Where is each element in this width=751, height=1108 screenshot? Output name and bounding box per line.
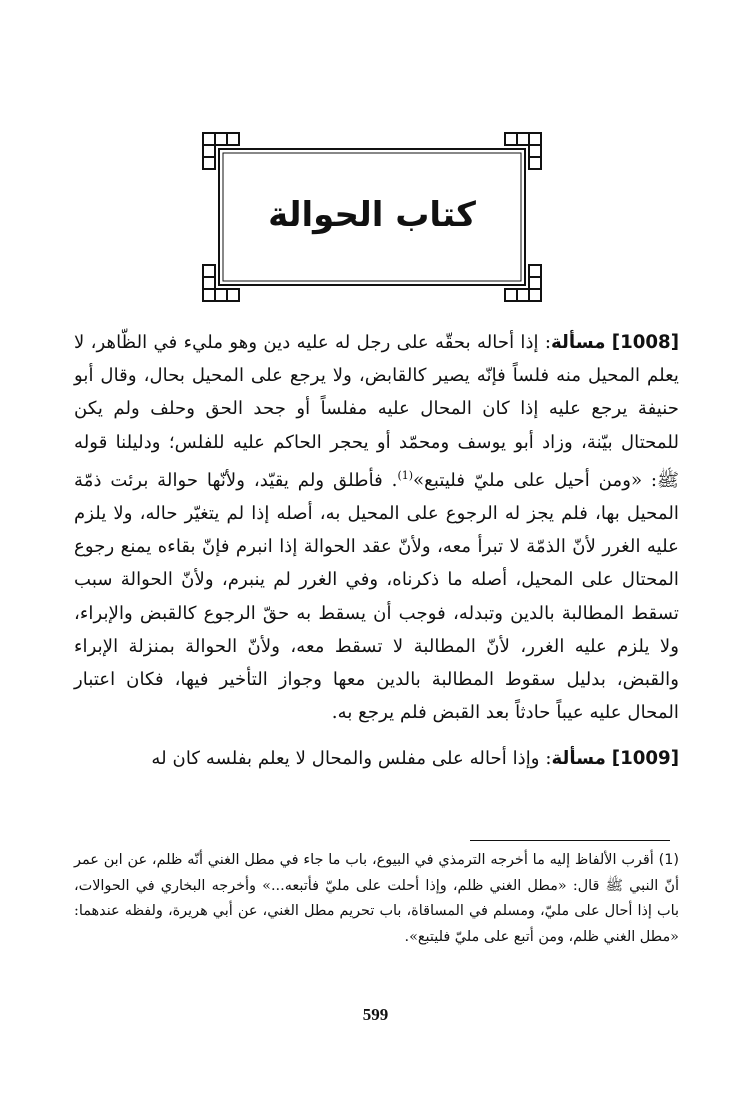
issue-label: مسألة — [551, 332, 606, 353]
issue-text-continued: . فأطلق ولم يقيّد، ولأنّها حوالة برئت ذمّة المحيل بها، فلم يجز له الرجوع على المحيل به، أصله إذا لم يتغيّر حاله، ولا يلزم عليه الغرر لأنّ الذمّة لا تبرأ معه، ولأنّ عقد الحوالة إذا انبرم فإنّ بقاءه يمنع رجوع المحتال على المحيل، أصله ما ذكرناه، وفي الغرر لم ينبرم، ولأنّ الحوالة سبب تسقط المطالبة بالدين وتبدله، فوجب أن يسقط به حقّ الرجوع كالقبض والإبراء، ولا يلزم عليه الغرر، لأنّ المطالبة لا تسقط معه، ولأنّ الحوالة بمنزلة الإبراء والقبض، بدليل سقوط المطالبة بالدين معها وجواز التأخير فيها، فكان اعتبار المحال عليه عيباً حادثاً بعد القبض فلم يرجع به. — [74, 469, 679, 724]
main-text — [74, 326, 679, 775]
issue-number: [1009] — [611, 747, 679, 769]
page-number: 599 — [362, 1005, 389, 1024]
chapter-title-frame — [201, 131, 543, 303]
footnote-reference[interactable]: (1) — [397, 468, 414, 482]
footnote-item — [74, 848, 679, 950]
issue-number: [1008] — [611, 332, 679, 353]
issue-text: : إذا أحاله بحقّه على رجل له عليه دين وهو مليء في الظّاهر، لا يعلم المحيل منه فلساً فإنّه يصير كالقابض، ولا يرجع على المحيل بحال، وقال أبو حنيفة يرجع عليه إذا كان المحال عليه مفلساً أو جحد الحق وحلف ولم يكن للمحتال بيّنة، وزاد أبو يوسف ومحمّد أو يحجر الحاكم عليه للفلس؛ ودليلنا قوله ﷺ: «ومن أحيل على مليّ فليتبع» — [74, 332, 679, 491]
corner-ornament-bottom-right — [505, 265, 541, 301]
footnotes — [74, 848, 679, 950]
issue-paragraph — [74, 742, 679, 775]
footnote-text: أقرب الألفاظ إليه ما أخرجه الترمذي في البيوع، باب ما جاء في مطل الغني أنّه ظلم، عن ابن عمر أنّ النبي ﷺ قال: «مطل الغني ظلم، وإذا أحلت على مليّ فأتبعه...» وأخرجه البخاري في الحوالات، باب إذا أحال على مليّ، ومسلم في المساقاة، باب تحريم مطل الغني، عن أبي هريرة، ولفظه عندهما: «مطل الغني ظلم، ومن أتبع على مليّ فليتبع». — [74, 852, 679, 945]
footnote-separator — [470, 840, 670, 841]
issue-paragraph — [74, 326, 679, 730]
chapter-title: كتاب الحوالة — [268, 195, 476, 235]
issue-text: : وإذا أحاله على مفلس والمحال لا يعلم بفلسه كان له — [151, 747, 552, 769]
corner-ornament-bottom-left — [203, 265, 239, 301]
footnote-marker: (1) — [658, 852, 680, 868]
corner-ornament-top-right — [505, 133, 541, 169]
issue-label: مسألة — [551, 747, 606, 769]
corner-ornament-top-left — [203, 133, 239, 169]
